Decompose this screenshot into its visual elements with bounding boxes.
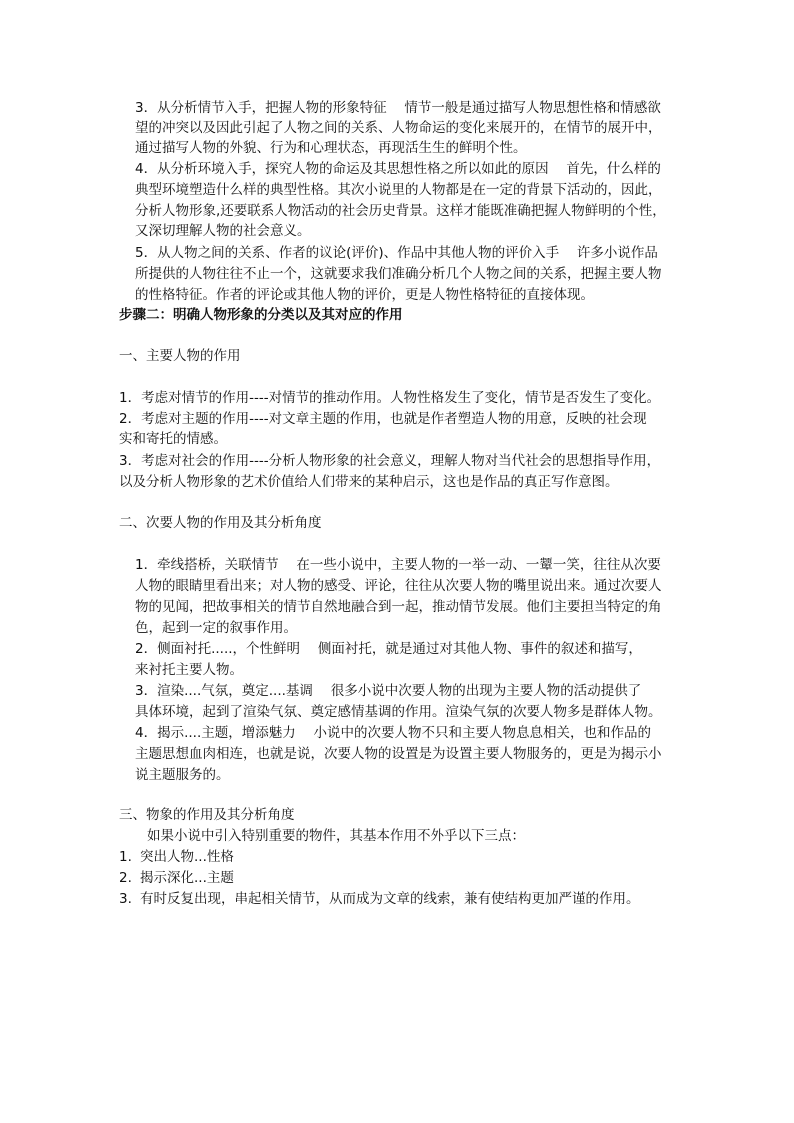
section1-line-3: 实和寄托的情感。 — [119, 431, 227, 447]
s3-item-1-num: 1. — [119, 849, 132, 865]
item-4-line-3: 分析人物形象,还要联系人物活动的社会历史背景。这样才能既准确把握人物鲜明的个性， — [135, 203, 666, 219]
s2-item-1-line-3: 物的见闻，把故事相关的情节自然地融合到一起，推动情节发展。他们主要担当特定的角 — [135, 599, 662, 615]
item-3-line-3: 通过描写人物的外貌、行为和心理状态，再现活生生的鲜明个性。 — [135, 140, 527, 156]
s2-item-1-line-4: 色，起到一定的叙事作用。 — [135, 620, 297, 636]
s2-item-2-line-2: 来衬托主要人物。 — [135, 662, 243, 678]
section1-line-5: 以及分析人物形象的艺术价值给人们带来的某种启示，这也是作品的真正写作意图。 — [119, 474, 619, 490]
section3-title: 三、物象的作用及其分析角度 — [119, 807, 295, 823]
s2-item-2-line-1: 2．侧面衬托.....，个性鲜明 侧面衬托，就是通过对其他人物、事件的叙述和描写， — [135, 641, 642, 657]
item-4-line-4: 又深切理解人物的社会意义。 — [135, 223, 311, 239]
item-4-line-2: 典型环境塑造什么样的典型性格。其次小说里的人物都是在一定的背景下活动的，因此， — [135, 182, 662, 198]
s3-item-2-num: 2. — [119, 870, 132, 886]
item-3-line-1: 3．从分析情节入手，把握人物的形象特征 情节一般是通过描写人物思想性格和情感欲 — [135, 100, 661, 116]
step2-heading: 步骤二：明确人物形象的分类以及其对应的作用 — [119, 307, 403, 323]
item-5-line-3: 的性格特征。作者的评论或其他人物的评价，更是人物性格特征的直接体现。 — [135, 287, 594, 303]
item-3-line-2: 望的冲突以及因此引起了人物之间的关系、人物命运的变化来展开的，在情节的展开中， — [135, 120, 662, 136]
item-4-line-1: 4．从分析环境入手，探究人物的命运及其思想性格之所以如此的原因 首先，什么样的 — [135, 161, 661, 177]
s2-item-3-line-1: 3．渲染....气氛，奠定....基调 很多小说中次要人物的出现为主要人物的活动提供了 — [135, 683, 642, 699]
s3-item-3-num: 3. — [119, 891, 132, 907]
item-5-line-2: 所提供的人物往往不止一个，这就要求我们准确分析几个人物之间的关系，把握主要人物 — [135, 266, 662, 282]
item-5-line-1: 5．从人物之间的关系、作者的议论(评价)、作品中其他人物的评价入手 许多小说作品 — [135, 245, 658, 261]
section3-intro: 如果小说中引入特别重要的物件，其基本作用不外乎以下三点： — [147, 828, 525, 844]
s2-item-3-line-2: 具体环境，起到了渲染气氛、奠定感情基调的作用。渲染气氛的次要人物多是群体人物。 — [135, 704, 662, 720]
section1-line-2: 2．考虑对主题的作用----对文章主题的作用，也就是作者塑造人物的用意，反映的社会现 — [119, 411, 647, 427]
section2-title: 二、次要人物的作用及其分析角度 — [119, 515, 322, 531]
s3-item-1-text: 突出人物...性格 — [140, 849, 234, 865]
s2-item-4-line-3: 说主题服务的。 — [135, 767, 230, 783]
section1-line-4: 3．考虑对社会的作用----分析人物形象的社会意义，理解人物对当代社会的思想指导作用， — [119, 453, 661, 469]
section1-line-1: 1．考虑对情节的作用----对情节的推动作用。人物性格发生了变化，情节是否发生了变化。 — [119, 390, 661, 406]
s3-item-2-text: 揭示深化...主题 — [140, 870, 234, 886]
s2-item-4-line-1: 4．揭示....主题，增添魅力 小说中的次要人物不只和主要人物息息相关，也和作品的 — [135, 725, 652, 741]
section1-title: 一、主要人物的作用 — [119, 348, 241, 364]
s2-item-1-line-1: 1．牵线搭桥，关联情节 在一些小说中，主要人物的一举一动、一颦一笑，往往从次要 — [135, 557, 661, 573]
s2-item-4-line-2: 主题思想血肉相连，也就是说，次要人物的设置是为设置主要人物服务的，更是为揭示小 — [135, 746, 662, 762]
s3-item-3-text: 有时反复出现，串起相关情节，从而成为文章的线索，兼有使结构更加严谨的作用。 — [140, 891, 640, 907]
s2-item-1-line-2: 人物的眼睛里看出来；对人物的感受、评论，往往从次要人物的嘴里说出来。通过次要人 — [135, 578, 662, 594]
